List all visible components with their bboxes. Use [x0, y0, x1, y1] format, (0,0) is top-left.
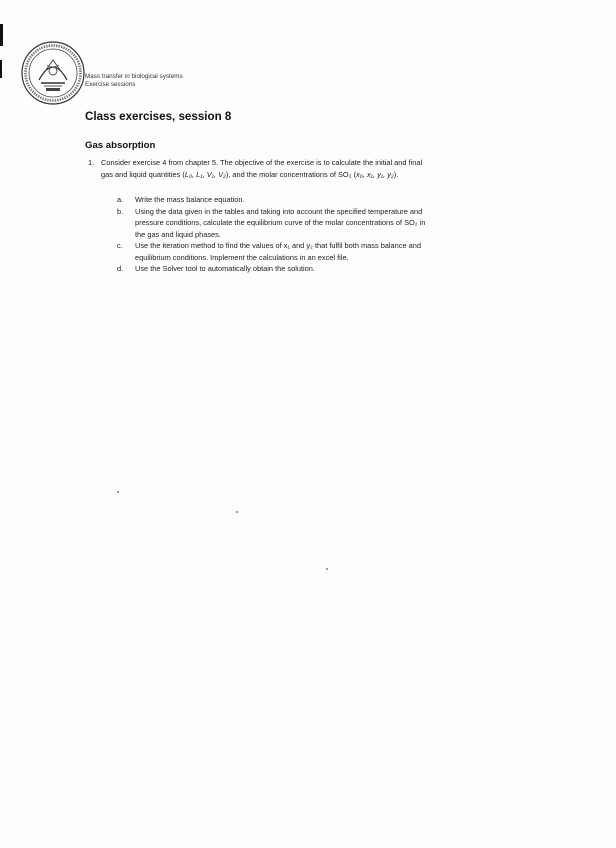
exercise-line-2-prefix: gas and liquid quantities ( — [101, 169, 185, 179]
subitem-line: Write the mass balance equation. — [135, 195, 245, 204]
concentration-variables: x₀, x₁, y₁, y₂ — [356, 169, 394, 179]
exercise-number: 1. — [88, 158, 95, 167]
exercise-text — [101, 157, 536, 180]
section-title: Gas absorption — [85, 140, 156, 151]
course-name: Mass transfer in biological systems — [85, 73, 183, 80]
exercise-line-2-end: ). — [393, 169, 399, 179]
session-title: Class exercises, session 8 — [85, 110, 232, 123]
subitem-letter: b. — [117, 206, 124, 216]
subitem-letter: a. — [117, 195, 124, 204]
subitem-b — [117, 206, 527, 241]
subitem-list — [117, 194, 527, 275]
exercise-line-2-mid: ), and the molar concentrations of SO₂ ( — [225, 169, 357, 179]
subitem-line: the gas and liquid phases. — [135, 229, 221, 239]
subitem-d — [117, 263, 527, 275]
scan-speck — [117, 491, 119, 493]
scan-speck — [326, 568, 328, 570]
subitem-line: pressure conditions, calculate the equilibrium curve of the molar concentrations of SO₂ in — [135, 218, 426, 227]
document-header — [85, 73, 183, 89]
exercise-line-1: Consider exercise 4 from chapter 5. The objective of the exercise is to calculate the initial and final — [101, 158, 423, 167]
subitem-c — [117, 240, 527, 263]
subitem-a — [117, 194, 527, 206]
scan-speck — [236, 511, 238, 513]
subitem-line: Use the Solver tool to automatically obtain the solution. — [135, 264, 315, 273]
subitem-line: equilibrium conditions. Implement the calculations in an excel file. — [135, 252, 349, 262]
subitem-line: Use the iteration method to find the values of x₁ and y₂ that fulfil both mass balance and — [135, 241, 421, 250]
flow-variables: L₀, L₁, V₁, V₂ — [184, 169, 226, 179]
scan-edge-mark — [0, 60, 2, 78]
subitem-letter: c. — [117, 241, 123, 250]
subitem-letter: d. — [117, 264, 124, 273]
course-subtitle: Exercise sessions — [85, 81, 136, 88]
subitem-line: Using the data given in the tables and taking into account the specified temperature and — [135, 206, 423, 216]
scan-edge-mark — [0, 24, 3, 46]
exercise-line-2 — [101, 169, 536, 181]
university-seal-logo — [20, 40, 86, 106]
